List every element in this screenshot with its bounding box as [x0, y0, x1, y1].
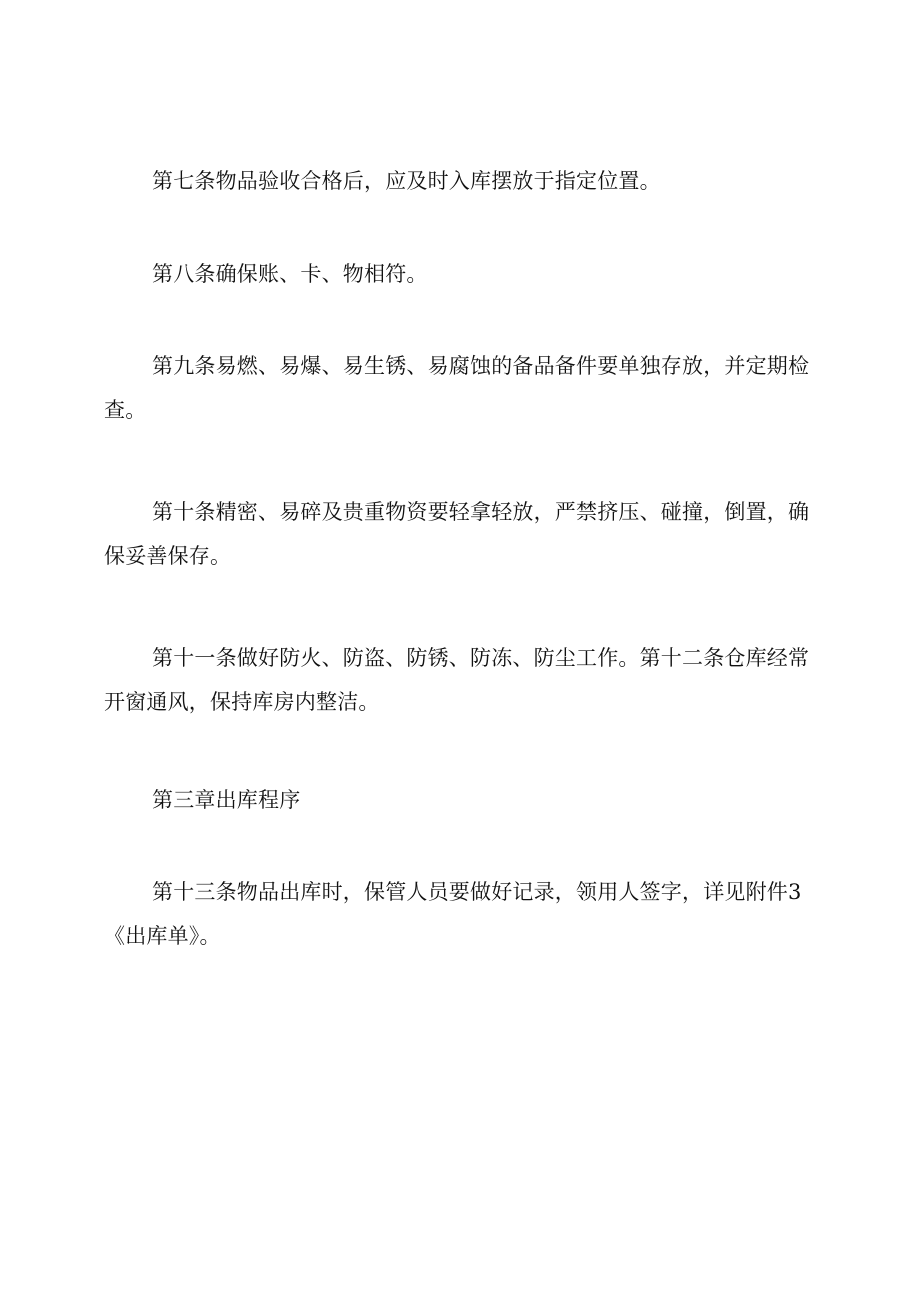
- chapter-3-heading: 第三章出库程序: [152, 788, 301, 812]
- article-7-paragraph: 第七条物品验收合格后，应及时入库摆放于指定位置。: [152, 169, 661, 193]
- article-8-paragraph: 第八条确保账、卡、物相符。: [152, 262, 428, 286]
- article-9-paragraph: 第九条易燃、易爆、易生锈、易腐蚀的备品备件要单独存放，并定期检查。: [104, 354, 810, 422]
- article-11-12-paragraph: 第十一条做好防火、防盗、防锈、防冻、防尘工作。第十二条仓库经常开窗通风，保持库房内整洁。: [104, 646, 810, 714]
- article-10-paragraph: 第十条精密、易碎及贵重物资要轻拿轻放，严禁挤压、碰撞，倒置，确保妥善保存。: [104, 500, 810, 568]
- article-13-paragraph: 第十三条物品出库时，保管人员要做好记录，领用人签字，详见附件3《出库单》。: [104, 880, 802, 948]
